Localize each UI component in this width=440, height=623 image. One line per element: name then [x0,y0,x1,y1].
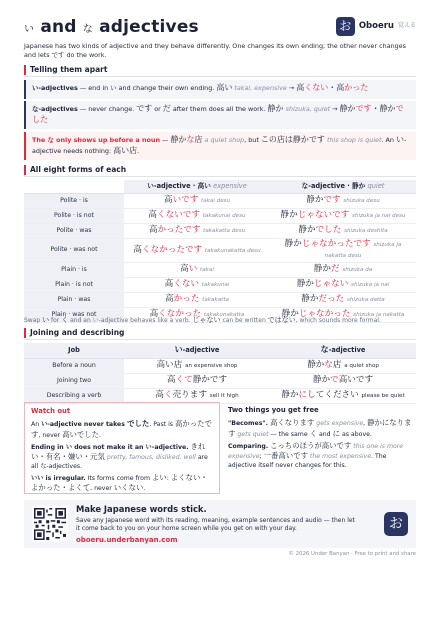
section-marker [24,65,26,75]
i-adjective-form: 高くなかったです takakunakatta desu [124,238,270,262]
section-telling-apart [24,64,416,77]
oboeru-app-icon[interactable]: お [384,512,408,536]
row-label: Polite · is not [24,208,124,223]
na-adjective-form: 静かじゃなかった shizuka ja nakatta [270,308,416,323]
na-adjective-form: 静かじゃない shizuka ja nai [270,278,416,293]
callout-i-adjectives: い-adjectives — end in い and change their own ending. 高い takai, expensive → 高くない・高かった [24,80,416,99]
col-i-adjective: い-adjective [124,343,270,358]
na-adjective-usage: 静かにしてください please be quiet [270,388,416,403]
na-adjective-usage: 静かで高いです [270,373,416,388]
i-adjective-usage: 高い店 an expensive shop [124,358,270,373]
forms-note: Swap い for く and an い-adjective behaves like a verb. じゃない can be written ではない, which sounds more formal. [24,316,381,324]
footer-link[interactable]: oboeru.underbanyan.com [76,535,178,544]
na-adjective-usage: 静かな店 a quiet shop [270,358,416,373]
i-adjective-form: 高いです takai desu [124,193,270,208]
i-adjective-form: 高い takai [124,263,270,278]
i-adjective-form: 高くなかった takakunakatta [124,308,270,323]
qr-code-graphic [34,508,66,540]
table-row [24,193,416,208]
row-label: Describing a verb [24,388,124,403]
col-na-adjective: な-adjective · 静か quiet [270,180,416,193]
intro-paragraph: Japanese has two kinds of adjective and they behave differently. One changes its own ending; the other never changes and lets です do the work. [24,42,406,59]
row-label: Plain · is not [24,278,124,293]
oboeru-logo-icon: お [336,17,355,36]
table-row [24,223,416,238]
copyright: © 2026 Under Banyan · Free to print and share [288,551,416,557]
joining-table [24,343,416,404]
col-job: Job [24,343,124,358]
section-marker [24,165,26,175]
watch-out-item: An い-adjective never takes でした. Past is 高かったです, never 高いでした. [31,419,212,439]
i-adjective-form: 高くないです takakunai desu [124,208,270,223]
i-adjective-form: 高かった takakatta [124,293,270,308]
two-things-heading: Two things you get free [228,406,319,414]
na-adjective-form: 静かです shizuka desu [270,193,416,208]
table-row [24,238,416,262]
table-row [24,293,416,308]
i-adjective-form: 高くない takakunai [124,278,270,293]
na-adjective-form: 静かじゃないです shizuka ja nai desu [270,208,416,223]
qr-code-icon[interactable] [32,506,68,542]
row-label: Polite · was not [24,238,124,262]
two-things-item: Comparing. こっちのほうが高いです this one is more expensive; 一番高いです the most expensive. The adjective itself never changes for this. [228,440,404,469]
watch-out-item: いい is irregular. Its forms come from よい: よくない・よかった・よくて, never いくない. [31,472,208,493]
i-adjective-usage: 高く売ります sell it high [124,388,270,403]
row-label: Plain · was [24,293,124,308]
watch-out-item: Ending in い does not make it an い-adjective. きれい・有名・嫌い・元気 pretty, famous, disliked, well are all な-adjectives. [31,441,208,470]
section-joining [24,327,416,340]
section-title: Joining and describing [30,328,125,337]
section-marker [24,328,26,338]
brand-sub: 覚える [397,22,416,30]
footer-promo [24,500,416,548]
callout-na-adjectives: な-adjectives — never change. です or だ after them does all the work. 静か shizuka, quiet → 静かです・静かでした [24,101,416,129]
na-adjective-form: 静かだ shizuka da [270,263,416,278]
section-eight-forms [24,164,416,177]
col-na-adjective: な-adjective [270,343,416,358]
row-label: Polite · is [24,193,124,208]
na-adjective-form: 静かじゃなかったです shizuka ja nakatta desu [270,238,416,262]
callout-na-before-noun: The な only shows up before a noun — 静かな店 a quiet shop, but この店は静かです this shop is quiet. An い-adjective needs nothing: 高い店. [24,132,416,160]
row-label: Joining two [24,373,124,388]
table-header-row [24,343,416,358]
table-row [24,373,416,388]
table-row [24,263,416,278]
table-row [24,358,416,373]
row-label: Before a noun [24,358,124,373]
section-title: All eight forms of each [30,165,127,174]
footer-text [76,504,358,545]
na-adjective-form: 静かでした shizuka deshita [270,223,416,238]
i-adjective-form: 高かったです takakatta desu [124,223,270,238]
na-adjective-form: 静かだった shizuka datta [270,293,416,308]
watch-out-box [24,402,220,494]
table-row [24,208,416,223]
page-title: い and な adjectives [24,17,199,37]
watch-out-heading: Watch out [31,407,71,415]
brand[interactable] [336,17,416,36]
row-label: Plain · is [24,263,124,278]
two-things-item: "Becomes". 高くなります gets expensive, 静かになります gets quiet — the same く and に as above. [228,418,412,438]
brand-name: Oboeru [358,20,394,31]
forms-table [24,180,416,323]
row-label: Plain · was not [24,308,124,323]
table-header-row [24,180,416,193]
footer-title: Make Japanese words stick. [76,504,207,514]
two-things-box [224,402,416,494]
i-adjective-usage: 高くて静かです [124,373,270,388]
section-title: Telling them apart [30,65,108,74]
row-label: Polite · was [24,223,124,238]
col-i-adjective: い-adjective · 高い expensive [124,180,270,193]
footer-body: Save any Japanese word with its reading, meaning, example sentences and audio — then let it come back to you on your home screen while you get on with your day. [76,517,355,533]
table-row [24,278,416,293]
page-header [24,14,416,40]
